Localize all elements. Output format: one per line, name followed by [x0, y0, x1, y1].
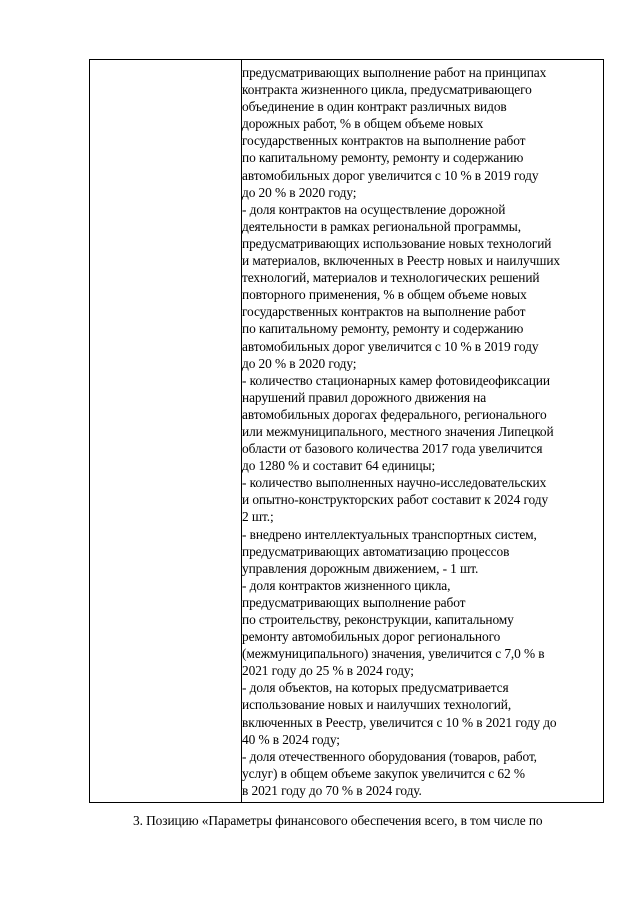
table-text-line: контракта жизненного цикла, предусматривающего: [242, 82, 532, 98]
table-text-line: - доля объектов, на которых предусматривается: [242, 680, 509, 696]
table-text-line: объединение в один контракт различных видов: [242, 99, 507, 115]
table-text-line: - доля контрактов на осуществление дорожной: [242, 201, 506, 217]
table-text-line: нарушений правил дорожного движения на: [242, 389, 487, 405]
table-text-line: деятельности в рамках региональной программы,: [242, 218, 521, 234]
table-text-line: автомобильных дорог увеличится с 10 % в 2019 году: [242, 338, 539, 354]
table-text-line: - доля отечественного оборудования (товаров, работ,: [242, 748, 537, 764]
table-text-line: государственных контрактов на выполнение работ: [242, 133, 526, 149]
table-text-line: по капитальному ремонту, ремонту и содержанию: [242, 321, 524, 337]
table-text-line: управления дорожным движением, - 1 шт.: [242, 560, 479, 576]
table-text-line: использование новых и наилучших технологий,: [242, 697, 512, 713]
table-text-line: 2021 году до 25 % в 2024 году;: [242, 663, 414, 679]
table-text-line: услуг) в общем объеме закупок увеличится с 62 %: [242, 765, 525, 781]
table-text-line: - доля контрактов жизненного цикла,: [242, 577, 451, 593]
table-text-line: и опытно-конструкторских работ составит к 2024 году: [242, 492, 549, 508]
table-text-line: повторного применения, % в общем объеме новых: [242, 287, 527, 303]
table-text-line: 40 % в 2024 году;: [242, 731, 340, 747]
table-text-line: или межмуниципального, местного значения Липецкой: [242, 423, 554, 439]
table-text-line: ремонту автомобильных дорог регионального: [242, 629, 501, 645]
table-text-line: до 1280 % и составит 64 единицы;: [242, 458, 436, 474]
table-text-line: - количество стационарных камер фотовидеофиксации: [242, 372, 550, 388]
table-text-line: технологий, материалов и технологических решений: [242, 270, 540, 286]
table-text-line: до 20 % в 2020 году;: [242, 355, 357, 371]
table-text-line: (межмуниципального) значения, увеличится с 7,0 % в: [242, 646, 545, 662]
table-text-line: автомобильных дорог увеличится с 10 % в 2019 году: [242, 167, 539, 183]
table-text-line: предусматривающих выполнение работ: [242, 594, 466, 610]
table-text-line: включенных в Реестр, увеличится с 10 % в 2021 году до: [242, 714, 557, 730]
document-table: [89, 59, 604, 803]
table-text-line: по капитальному ремонту, ремонту и содержанию: [242, 150, 524, 166]
table-text-line: государственных контрактов на выполнение работ: [242, 304, 526, 320]
table-text-line: дорожных работ, % в общем объеме новых: [242, 116, 484, 132]
table-text-line: - внедрено интеллектуальных транспортных систем,: [242, 526, 537, 542]
table-text-line: предусматривающих выполнение работ на принципах: [242, 65, 547, 80]
table-text-line: автомобильных дорогах федерального, регионального: [242, 406, 547, 422]
table-right-cell: [242, 64, 604, 799]
table-left-cell: [90, 60, 241, 802]
table-text-line: до 20 % в 2020 году;: [242, 184, 357, 200]
footer-paragraph: 3. Позицию «Параметры финансового обеспечения всего, в том числе по: [133, 813, 543, 828]
table-text-line: и материалов, включенных в Реестр новых и наилучших: [242, 253, 561, 269]
table-text-line: предусматривающих использование новых технологий: [242, 235, 552, 251]
table-text-line: в 2021 году до 70 % в 2024 году.: [242, 782, 422, 798]
table-text-line: - количество выполненных научно-исследовательских: [242, 475, 547, 491]
table-text-line: 2 шт.;: [242, 509, 274, 525]
table-text-line: области от базового количества 2017 года увеличится: [242, 441, 543, 457]
table-text-line: предусматривающих автоматизацию процессов: [242, 543, 510, 559]
table-text-line: по строительству, реконструкции, капитальному: [242, 612, 514, 627]
